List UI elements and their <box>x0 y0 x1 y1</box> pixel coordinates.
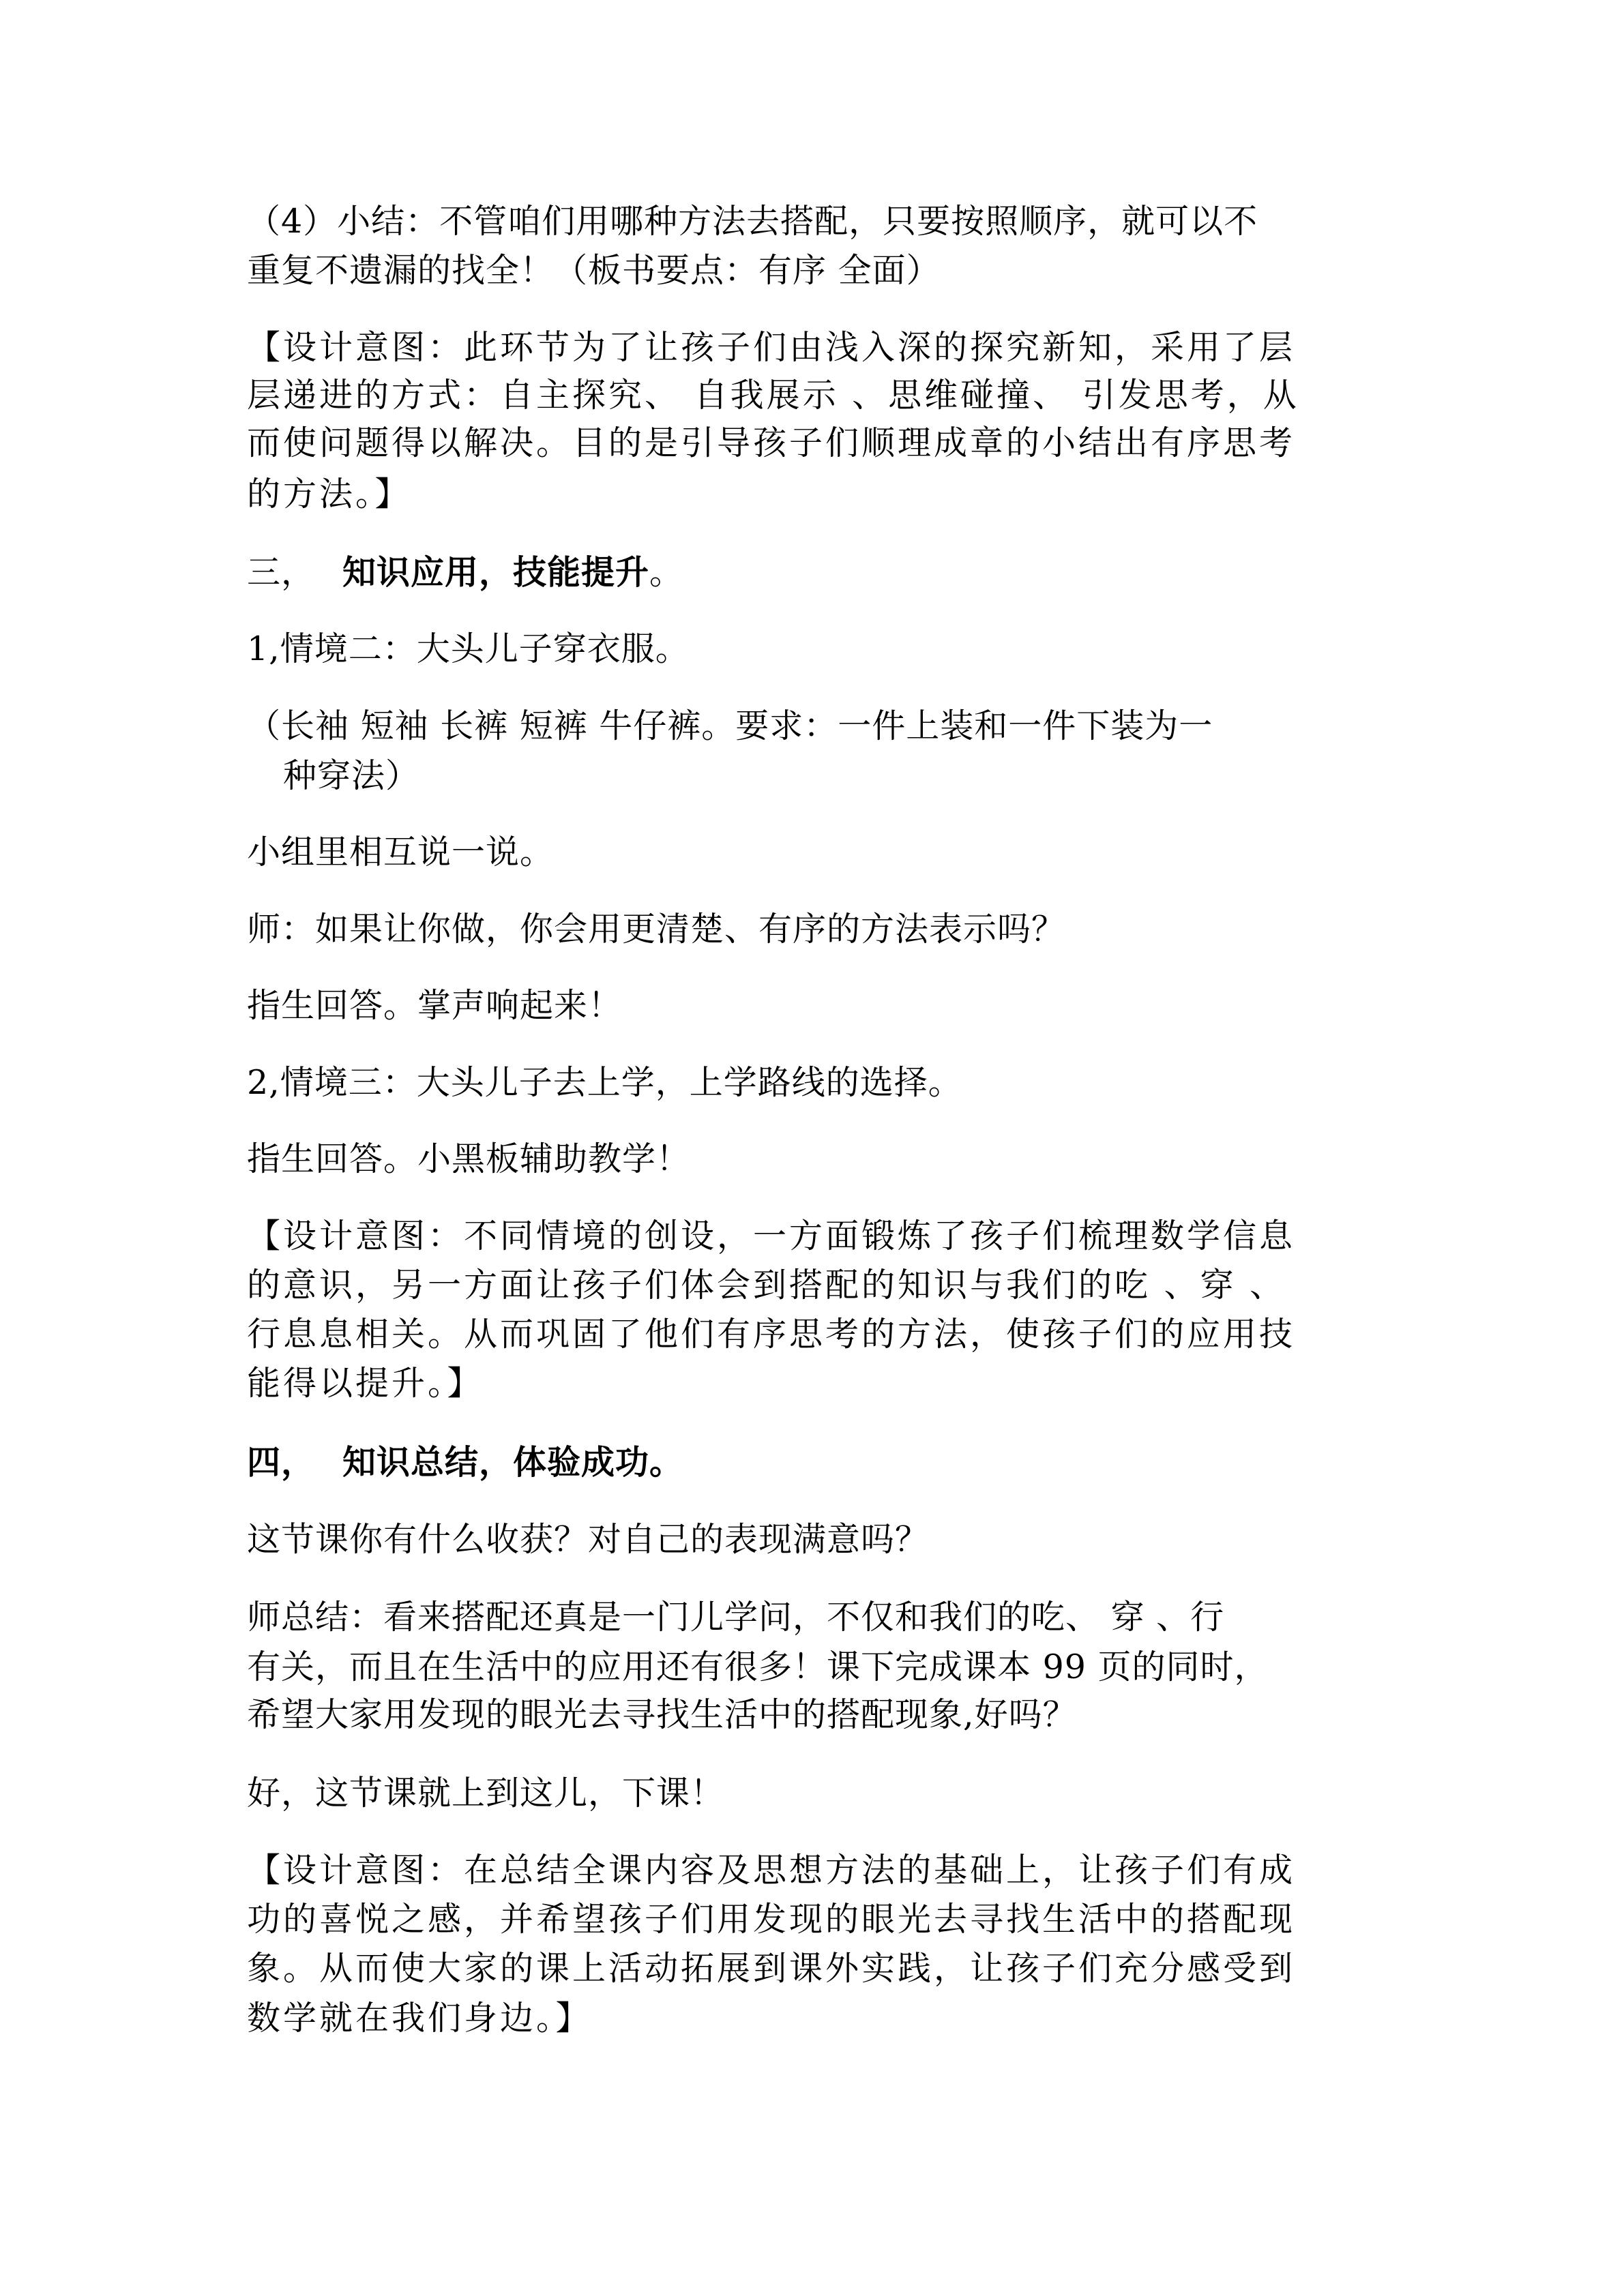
summary-line-2: 重复不遗漏的找全！（板书要点：有序 全面） <box>247 251 941 290</box>
section-3-period: 。 <box>649 553 684 592</box>
design-intent-2-line-4: 能得以提升。】 <box>247 1364 484 1403</box>
harvest-line: 这节课你有什么收获？对自己的表现满意吗？ <box>247 1520 930 1559</box>
answer-1-line: 指生回答。掌声响起来！ <box>247 986 623 1025</box>
design-intent-1-line-2: 层递进的方式：自主探究、 自我展示 、思维碰撞、 引发思考，从 <box>247 376 1299 415</box>
section-4-heading <box>247 1439 683 1487</box>
section-4-number: 四， <box>247 1443 316 1482</box>
design-intent-2-line-1: 【设计意图：不同情境的创设，一方面锻炼了孩子们梳理数学信息 <box>247 1217 1296 1255</box>
design-intent-1-line-3: 而使问题得以解决。目的是引导孩子们顺理成章的小结出有序思考 <box>247 423 1296 462</box>
group-line: 小组里相互说一说。 <box>247 833 555 871</box>
scene-2-line: 1,情境二：大头儿子穿衣服。 <box>247 629 690 668</box>
teacher-summary-line-2: 有关，而且在生活中的应用还有很多！课下完成课本 99 页的同时， <box>247 1648 1269 1686</box>
teacher-summary-line-1: 师总结：看来搭配还真是一门儿学问，不仅和我们的吃、 穿 、行 <box>247 1598 1225 1637</box>
design-intent-1-line-1: 【设计意图：此环节为了让孩子们由浅入深的探究新知，采用了层 <box>247 328 1296 367</box>
summary-line-1: （4）小结：不管咱们用哪种方法去搭配，只要按照顺序，就可以不 <box>247 202 1258 241</box>
section-3-heading <box>247 549 683 597</box>
teacher-question-line: 师：如果让你做，你会用更清楚、有序的方法表示吗？ <box>247 910 1066 949</box>
dismiss-line: 好，这节课就上到这儿，下课！ <box>247 1774 725 1813</box>
clothes-line-2: 种穿法） <box>283 756 420 795</box>
design-intent-3-line-4: 数学就在我们身边。】 <box>247 1999 592 2038</box>
teacher-summary-line-3: 希望大家用发现的眼光去寻找生活中的搭配现象,好吗？ <box>247 1695 1077 1734</box>
design-intent-1-line-4: 的方法。】 <box>247 475 411 513</box>
section-3-title: 知识应用，技能提升 <box>342 553 650 592</box>
design-intent-3-line-3: 象。从而使大家的课上活动拓展到课外实践，让孩子们充分感受到 <box>247 1949 1296 1988</box>
scene-3-line: 2,情境三：大头儿子去上学，上学路线的选择。 <box>247 1063 962 1102</box>
design-intent-3-line-2: 功的喜悦之感，并希望孩子们用发现的眼光去寻找生活中的搭配现 <box>247 1900 1296 1939</box>
answer-2-line: 指生回答。小黑板辅助教学！ <box>247 1139 691 1178</box>
section-3-number: 三， <box>247 553 316 592</box>
design-intent-2-line-3: 行息息相关。从而巩固了他们有序思考的方法，使孩子们的应用技 <box>247 1315 1296 1354</box>
clothes-line-1: （长袖 短袖 长裤 短裤 牛仔裤。要求：一件上装和一件下装为一 <box>247 706 1213 745</box>
section-4-title: 知识总结，体验成功。 <box>342 1443 684 1482</box>
design-intent-2-line-2: 的意识，另一方面让孩子们体会到搭配的知识与我们的吃 、穿 、 <box>247 1266 1286 1304</box>
design-intent-3-line-1: 【设计意图：在总结全课内容及思想方法的基础上，让孩子们有成 <box>247 1851 1296 1890</box>
